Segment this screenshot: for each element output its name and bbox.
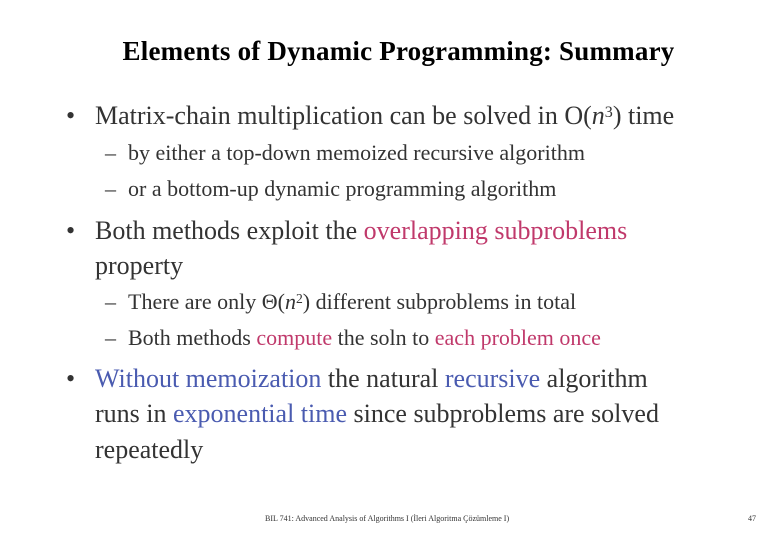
sub-bullet-2b-text-2: the soln to (332, 325, 435, 350)
bullet-3-text-2: algorithm (540, 364, 648, 393)
sub-bullet-1b: or a bottom-up dynamic programming algorithm (128, 176, 557, 201)
bullet-marker: • (66, 364, 76, 393)
bullet-3-highlight-1: Without memoization (95, 364, 322, 393)
bullet-3-line-3: repeatedly (95, 435, 204, 464)
bullet-1-exponent: 3 (604, 103, 613, 121)
sub-bullet-2a-text-end: ) different subproblems in total (302, 289, 577, 314)
sub-bullet-2a (128, 288, 576, 316)
page-number: 47 (748, 514, 756, 523)
sub-bullet-1a: by either a top-down memoized recursive algorithm (128, 140, 585, 165)
bullet-1-text-end: ) time (612, 101, 675, 130)
bullet-3-line-2-highlight: exponential time (173, 399, 348, 428)
dash-marker: – (105, 176, 116, 201)
dash-marker: – (105, 325, 116, 350)
dash-marker: – (105, 140, 116, 165)
sub-bullet-2b-highlight-2: each problem once (434, 325, 601, 350)
bullet-2-line-2: property (95, 251, 184, 280)
bullet-1-text: Matrix-chain multiplication can be solved in O( (95, 101, 592, 130)
bullet-3-line-2-text-2: since subproblems are solved (347, 399, 659, 428)
slide-title: Elements of Dynamic Programming: Summary (122, 36, 675, 66)
sub-bullet-2b-text: Both methods (128, 325, 257, 350)
slide-footer: BIL 741: Advanced Analysis of Algorithms I (İleri Algoritma Çözümleme I) (265, 514, 510, 523)
bullet-3-line-2 (95, 396, 659, 431)
sub-bullet-2a-text: There are only Θ( (128, 289, 285, 314)
bullet-3-highlight-2: recursive (444, 364, 541, 393)
bullet-marker: • (66, 101, 76, 130)
bullet-3-line-2-text: runs in (95, 399, 173, 428)
bullet-1-var: n (591, 101, 605, 130)
sub-bullet-2b (128, 324, 601, 352)
dash-marker: – (105, 289, 116, 314)
bullet-2-highlight: overlapping subproblems (363, 216, 628, 245)
bullet-marker: • (66, 216, 76, 245)
bullet-1 (95, 98, 674, 133)
sub-bullet-2a-exponent: 2 (295, 290, 303, 306)
bullet-2-text: Both methods exploit the (95, 216, 364, 245)
bullet-3-text: the natural (321, 364, 445, 393)
sub-bullet-2a-var: n (284, 289, 296, 314)
bullet-2 (95, 213, 627, 248)
sub-bullet-2b-highlight-1: compute (256, 325, 333, 350)
bullet-3 (95, 361, 648, 396)
